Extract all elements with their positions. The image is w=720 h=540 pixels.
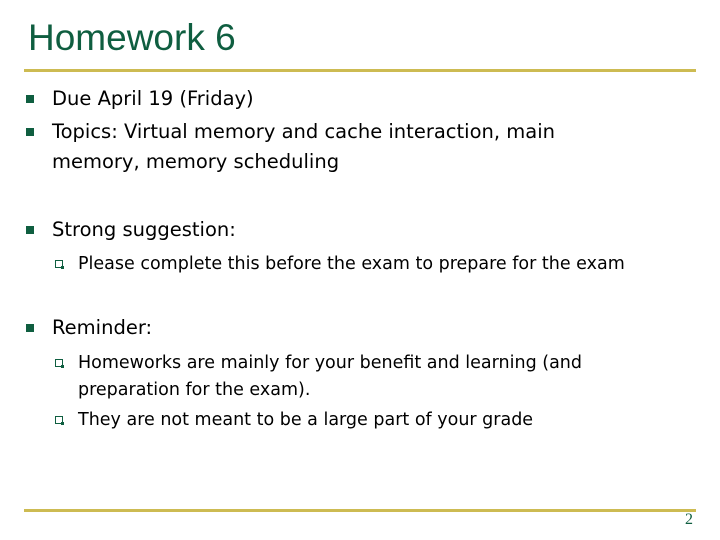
bullet-item [52, 313, 692, 343]
sub-bullet-text: Please complete this before the exam to prepare for the exam [78, 254, 625, 274]
sub-bullet-item [78, 350, 648, 404]
hollow-square-bullet-icon [55, 416, 63, 424]
square-bullet-icon [26, 95, 34, 103]
bullet-text: Reminder: [52, 316, 153, 339]
slide-title: Homework 6 [28, 17, 236, 58]
sub-bullet-item [78, 251, 693, 278]
square-bullet-icon [26, 226, 34, 234]
bullet-text: Topics: Virtual memory and cache interaction, main memory, memory scheduling [52, 120, 555, 173]
bullet-item [52, 84, 692, 114]
square-bullet-icon [26, 324, 34, 332]
bullet-item [52, 215, 692, 245]
sub-bullet-text: Homeworks are mainly for your benefit and learning (and preparation for the exam). [78, 353, 582, 400]
bullet-text: Due April 19 (Friday) [52, 87, 254, 110]
title-divider [24, 69, 696, 72]
square-bullet-icon [26, 128, 34, 136]
hollow-square-bullet-icon [55, 359, 63, 367]
bullet-item [52, 117, 612, 177]
bullet-text: Strong suggestion: [52, 218, 236, 241]
footer-divider [24, 509, 696, 512]
sub-bullet-item [78, 407, 693, 434]
hollow-square-bullet-icon [55, 260, 63, 268]
sub-bullet-text: They are not meant to be a large part of your grade [78, 410, 534, 430]
page-number: 2 [685, 511, 693, 528]
